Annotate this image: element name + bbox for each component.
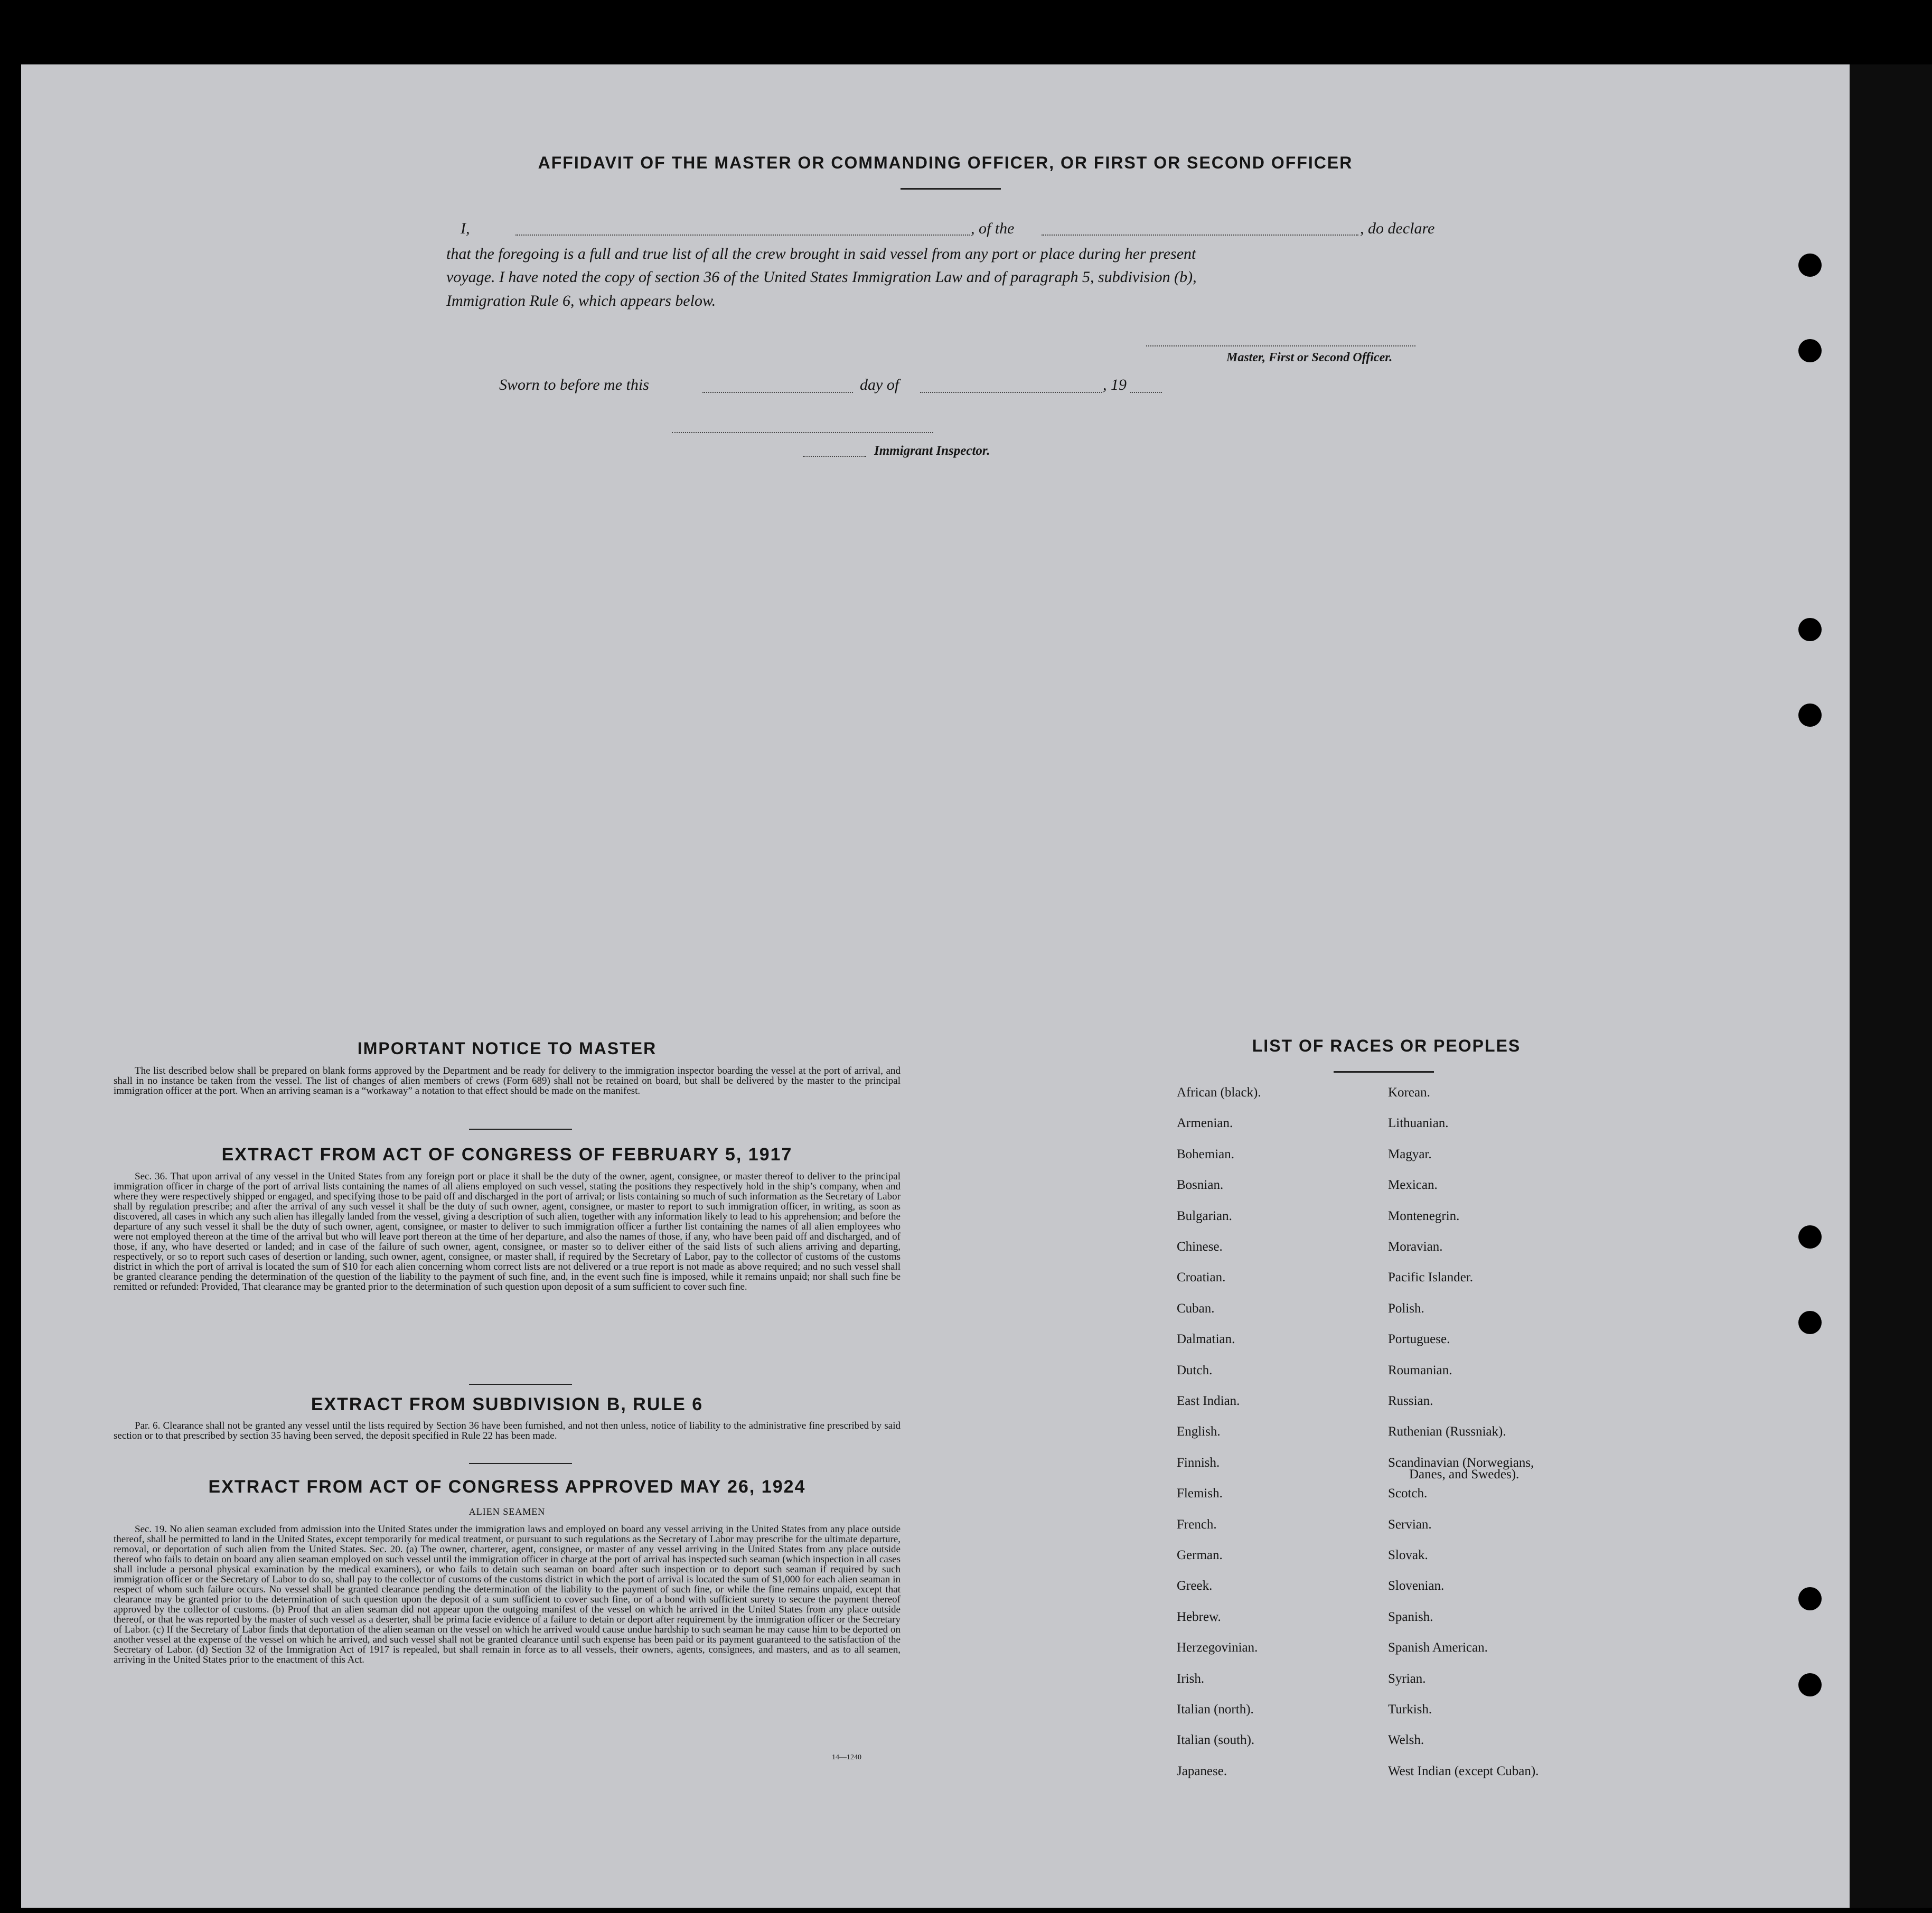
notice-title: IMPORTANT NOTICE TO MASTER bbox=[357, 1039, 657, 1058]
race-item: French. bbox=[1177, 1517, 1217, 1532]
extract-1924-title: EXTRACT FROM ACT OF CONGRESS APPROVED MAY 26, 1924 bbox=[208, 1477, 806, 1497]
affidavit-i-label: I, bbox=[461, 220, 470, 237]
race-item: German. bbox=[1177, 1548, 1223, 1562]
binder-hole bbox=[1798, 339, 1822, 362]
race-item: Dalmatian. bbox=[1177, 1332, 1235, 1347]
binder-hole bbox=[1798, 1311, 1822, 1334]
binder-hole bbox=[1798, 1225, 1822, 1249]
divider bbox=[901, 188, 1001, 190]
race-item: Lithuanian. bbox=[1388, 1116, 1449, 1131]
race-item: Dutch. bbox=[1177, 1363, 1213, 1377]
day-blank[interactable] bbox=[702, 392, 853, 393]
race-item: Slovenian. bbox=[1388, 1579, 1445, 1593]
races-title: LIST OF RACES OR PEOPLES bbox=[1252, 1036, 1521, 1055]
race-item: Scandinavian (Norwegians, bbox=[1388, 1455, 1534, 1470]
race-item: Russian. bbox=[1388, 1394, 1433, 1408]
race-item: Roumanian. bbox=[1388, 1363, 1452, 1377]
signature-caption: Master, First or Second Officer. bbox=[1226, 351, 1393, 364]
race-item: Servian. bbox=[1388, 1517, 1432, 1532]
inspector-caption: Immigrant Inspector. bbox=[874, 444, 990, 458]
race-item: Japanese. bbox=[1177, 1764, 1227, 1778]
race-item: Mexican. bbox=[1388, 1178, 1438, 1193]
race-item: Flemish. bbox=[1177, 1486, 1223, 1501]
affidavit-do-declare: , do declare bbox=[1360, 220, 1435, 237]
binder-hole bbox=[1798, 1587, 1822, 1610]
race-item: English. bbox=[1177, 1424, 1221, 1439]
affidavit-body-line: voyage. I have noted the copy of section 36 of the United States Immigration Law and of paragraph 5, subdivision (b), bbox=[446, 268, 1197, 286]
signature-line[interactable] bbox=[1146, 345, 1415, 346]
race-item: East Indian. bbox=[1177, 1394, 1240, 1408]
extract-rule6-title: EXTRACT FROM SUBDIVISION B, RULE 6 bbox=[311, 1394, 704, 1414]
binder-hole bbox=[1798, 1673, 1822, 1696]
extract-1924-subtitle: ALIEN SEAMEN bbox=[468, 1506, 546, 1517]
divider bbox=[469, 1129, 572, 1130]
race-item: Ruthenian (Russniak). bbox=[1388, 1424, 1506, 1439]
notice-text: The list described below shall be prepared on blank forms approved by the Department and be ready for delivery to the immigration inspector boarding the vessel at the port of arrival, and shall in no instance be taken from the vessel. The list of changes of alien members of crews (Form 689) shall not be retained on board, but shall be delivered by the master to the principal immigration officer at the port. When an arriving seaman is a “workaway” a notation to that effect should be made on the manifest. bbox=[114, 1065, 901, 1096]
race-item: Pacific Islander. bbox=[1388, 1270, 1474, 1285]
extract-1917-title: EXTRACT FROM ACT OF CONGRESS OF FEBRUARY 5, 1917 bbox=[221, 1145, 793, 1165]
race-item: Montenegrin. bbox=[1388, 1208, 1460, 1223]
race-item: Danes, and Swedes). bbox=[1409, 1467, 1520, 1481]
race-item: Scotch. bbox=[1388, 1486, 1428, 1501]
extract-1924-text: Sec. 19. No alien seaman excluded from admission into the United States under the immigration laws and employed on board any vessel arriving in the United States from any place outside thereof, shall be permitted to land in the United States, except temporarily for medical treatment, or pursuant to such regulations as the Secretary of Labor may prescribe for the ultimate departure, removal, or deportation of such alien from the United States. Sec. 20. (a) The owner, charterer, agent, consignee, or master of any vessel arriving in the United States from any place outside thereof who fails to detain on board any alien seaman employed on such vessel until the immigration officer in charge at the port of arrival has inspected such seaman (which inspection in all cases shall include a personal physical examination by the medical examiners), or who fails to detain such seaman on board after such inspection or to deport such seaman if required by such immigration officer or the Secretary of Labor to do so, shall pay to the collector of customs of the customs district in which the port of arrival is located the sum of $1,000 for each alien seaman in respect of whom such failure occurs. No vessel shall be granted clearance pending the determination of the liability to the payment of such fine, or while the fine remains unpaid, except that clearance may be granted prior to the determination of such question upon the deposit of a sum sufficient to cover such fine, or of a bond with sufficient surety to secure the payment thereof approved by the collector of customs. (b) Proof that an alien seaman did not appear upon the outgoing manifest of the vessel on which he arrived in the United States from any place outside thereof, or that he was reported by the master of such vessel as a deserter, shall be prima facie evidence of a failure to detain or deport after requirement by the immigration officer or the Secretary of Labor. (c) If the Secretary of Labor finds that deportation of the alien seaman on the vessel on which he arrived would cause undue hardship to such seaman he may cause him to be deported on another vessel at the expense of the vessel on which he arrived, and such vessel shall not be granted clearance until such expense has been paid or its payment guaranteed to the satisfaction of the Secretary of Labor. (d) Section 32 of the Immigration Act of 1917 is repealed, but shall remain in force as to all vessels, their owners, agents, consignees, and masters, and as to all seamen, arriving in the United States prior to the enactment of this Act. bbox=[114, 1524, 901, 1665]
race-item: Bohemian. bbox=[1177, 1147, 1235, 1161]
affidavit-title: AFFIDAVIT OF THE MASTER OR COMMANDING OFFICER, OR FIRST OR SECOND OFFICER bbox=[538, 153, 1353, 172]
divider bbox=[1334, 1071, 1434, 1073]
race-item: Chinese. bbox=[1177, 1240, 1223, 1254]
race-item: Cuban. bbox=[1177, 1301, 1215, 1316]
race-item: Irish. bbox=[1177, 1671, 1205, 1686]
race-item: Welsh. bbox=[1388, 1733, 1424, 1748]
day-of-label: day of bbox=[860, 376, 899, 393]
sworn-label: Sworn to before me this bbox=[499, 376, 649, 393]
race-item: Moravian. bbox=[1388, 1240, 1443, 1254]
divider bbox=[469, 1463, 572, 1464]
race-item: Herzegovinian. bbox=[1177, 1640, 1258, 1655]
year-blank[interactable] bbox=[1130, 392, 1162, 393]
binder-hole bbox=[1798, 254, 1822, 277]
race-item: West Indian (except Cuban). bbox=[1388, 1764, 1539, 1778]
race-item: African (black). bbox=[1177, 1085, 1261, 1100]
race-item: Armenian. bbox=[1177, 1116, 1233, 1131]
race-item: Magyar. bbox=[1388, 1147, 1432, 1161]
inspector-signature-line[interactable] bbox=[672, 432, 933, 433]
affidavit-body-line: that the foregoing is a full and true list of all the crew brought in said vessel from any port or place during her present bbox=[446, 245, 1196, 262]
scan-edge bbox=[1850, 64, 1932, 1908]
affidavit-of-the: , of the bbox=[971, 220, 1015, 237]
race-item: Spanish. bbox=[1388, 1609, 1433, 1624]
vessel-blank[interactable] bbox=[1042, 235, 1358, 236]
race-item: Polish. bbox=[1388, 1301, 1424, 1316]
race-item: Italian (south). bbox=[1177, 1733, 1255, 1748]
inspector-prefix-line bbox=[803, 456, 866, 457]
binder-hole bbox=[1798, 618, 1822, 641]
race-item: Bulgarian. bbox=[1177, 1208, 1232, 1223]
month-blank[interactable] bbox=[920, 392, 1102, 393]
race-item: Bosnian. bbox=[1177, 1178, 1224, 1193]
race-item: Korean. bbox=[1388, 1085, 1430, 1100]
race-item: Syrian. bbox=[1388, 1671, 1426, 1686]
race-item: Slovak. bbox=[1388, 1548, 1428, 1562]
race-item: Italian (north). bbox=[1177, 1702, 1254, 1717]
race-item: Croatian. bbox=[1177, 1270, 1226, 1285]
divider bbox=[469, 1384, 572, 1385]
form-number: 14—1240 bbox=[832, 1753, 861, 1761]
affidavit-body-line: Immigration Rule 6, which appears below. bbox=[446, 292, 716, 310]
race-item: Spanish American. bbox=[1388, 1640, 1488, 1655]
race-item: Portuguese. bbox=[1388, 1332, 1450, 1347]
race-item: Finnish. bbox=[1177, 1455, 1220, 1470]
year-prefix: , 19 bbox=[1103, 376, 1127, 393]
name-blank[interactable] bbox=[515, 235, 970, 236]
race-item: Turkish. bbox=[1388, 1702, 1432, 1717]
extract-1917-text: Sec. 36. That upon arrival of any vessel in the United States from any foreign port or place it shall be the duty of the owner, agent, consignee, or master thereof to deliver to the principal immigration officer in charge of the port of arrival lists containing the names of all aliens employed on such vessel, stating the positions they respectively hold in the ship’s company, when and where they were respectively shipped or engaged, and specifying those to be paid off and discharged in the port of arrival; or lists containing so much of such information as the Secretary of Labor shall by regulation prescribe; and after the arrival of any such vessel it shall be the duty of such owner, agent, consignee, or master to report to such immigration officer, in writing, as soon as discovered, all cases in which any such alien has illegally landed from the vessel, giving a description of such alien, together with any information likely to lead to his apprehension; and before the departure of any such vessel it shall be the duty of such owner, agent, consignee, or master to deliver to such immigration officer a further list containing the names of all alien employees who were not employed thereon at the time of the arrival but who will leave port thereon at the time of her departure, and also the names of those, if any, who have been paid off and discharged, and of those, if any, who have deserted or landed; and in case of the failure of such owner, agent, consignee, or master so to deliver either of the said lists of such aliens arriving and departing, respectively, or so to report such cases of desertion or landing, such owner, agent, consignee, or master shall, if required by the Secretary of Labor, pay to the collector of customs of the customs district in which the port of arrival is located the sum of $10 for each alien concerning whom correct lists are not delivered or a true report is not made as above required; and no such vessel shall be granted clearance pending the determination of the question of the liability to the payment of such fine, and, in the event such fine is imposed, while it remains unpaid; nor shall such fine be remitted or refunded: Provided, That clearance may be granted prior to the determination of such question upon deposit of a sum sufficient to cover such fine. bbox=[114, 1171, 901, 1292]
binder-hole bbox=[1798, 704, 1822, 727]
race-item: Greek. bbox=[1177, 1579, 1213, 1593]
extract-rule6-text: Par. 6. Clearance shall not be granted any vessel until the lists required by Section 36 have been furnished, and not then unless, notice of liability to the administrative fine prescribed by said section or to that prescribed by section 35 having been served, the deposit specified in Rule 22 has been made. bbox=[114, 1420, 901, 1441]
race-item: Hebrew. bbox=[1177, 1609, 1221, 1624]
